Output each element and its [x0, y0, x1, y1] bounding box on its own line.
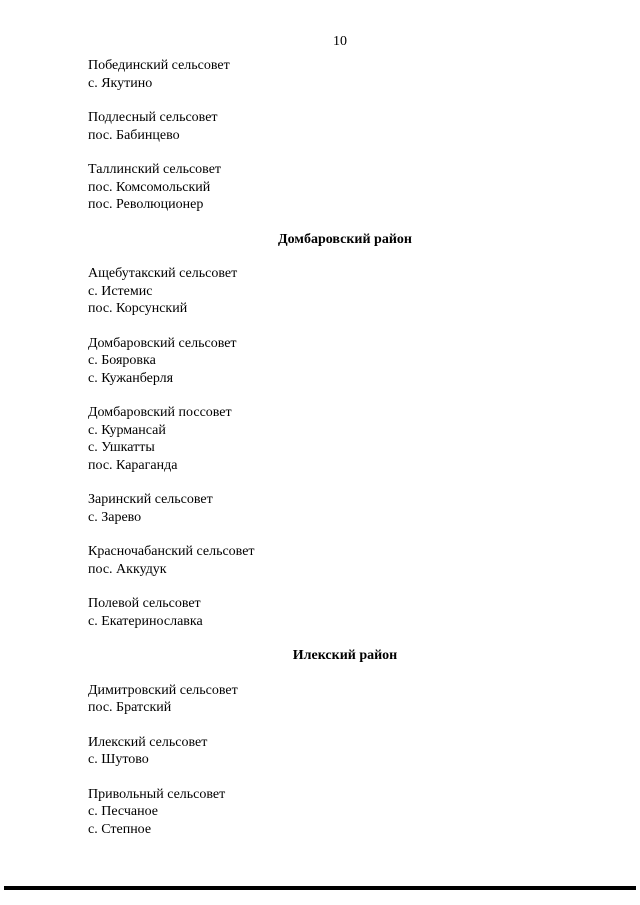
settlement: с. Песчаное [88, 804, 158, 819]
settlement: с. Ушкатты [88, 440, 155, 455]
selsovet-block [88, 786, 588, 839]
settlement: с. Истемис [88, 283, 153, 299]
settlement: пос. Бабинцево [88, 127, 180, 143]
section-ileksky [88, 682, 588, 839]
selsovet-title: Заринский сельсовет [88, 492, 213, 507]
selsovet-title: Побединский сельсовет [88, 58, 230, 73]
settlement: пос. Братский [88, 700, 172, 715]
settlement: с. Кужанберля [88, 370, 174, 386]
settlement: с. Шутово [88, 752, 149, 767]
selsovet-title: Таллинский сельсовет [88, 162, 222, 177]
selsovet-block [88, 404, 588, 474]
selsovet-title: Полевой сельсовет [88, 596, 201, 611]
selsovet-title: Ащебутакский сельсовет [88, 266, 238, 281]
settlement: с. Зарево [88, 509, 142, 525]
selsovet-block [88, 734, 588, 769]
settlement: с. Екатеринославка [88, 613, 203, 629]
district-heading-block [88, 231, 588, 249]
selsovet-block [88, 682, 588, 717]
bottom-rule [4, 886, 636, 890]
settlement: с. Степное [88, 821, 152, 837]
settlement: пос. Корсунский [88, 301, 188, 316]
selsovet-block [88, 335, 588, 388]
selsovet-block [88, 57, 588, 92]
selsovet-block [88, 161, 588, 214]
selsovet-title: Домбаровский поссовет [88, 405, 232, 420]
selsovet-block [88, 491, 588, 526]
selsovet-title: Подлесный сельсовет [88, 110, 218, 125]
selsovet-title: Димитровский сельсовет [88, 682, 238, 698]
settlement: пос. Революционер [88, 197, 204, 212]
settlement: с. Бояровка [88, 353, 156, 368]
selsovet-title: Красночабанский сельсовет [88, 544, 255, 559]
district-heading-block [88, 647, 588, 665]
section-continuation [88, 57, 588, 214]
selsovet-title: Домбаровский сельсовет [88, 335, 237, 351]
document-body [88, 57, 588, 838]
selsovet-block [88, 543, 588, 578]
settlement: пос. Аккудук [88, 561, 167, 577]
settlement: пос. Караганда [88, 457, 178, 473]
selsovet-block [88, 595, 588, 630]
section-dombarovsky [88, 265, 588, 630]
selsovet-title: Привольный сельсовет [88, 786, 226, 802]
settlement: пос. Комсомольский [88, 179, 211, 195]
district-heading: Илекский район [292, 648, 398, 663]
selsovet-block [88, 265, 588, 318]
settlement: с. Якутино [88, 75, 153, 91]
page-number: 10 [333, 34, 347, 49]
settlement: с. Курмансай [88, 422, 166, 438]
selsovet-block [88, 109, 588, 144]
selsovet-title: Илекский сельсовет [88, 734, 208, 750]
district-heading: Домбаровский район [278, 231, 412, 247]
